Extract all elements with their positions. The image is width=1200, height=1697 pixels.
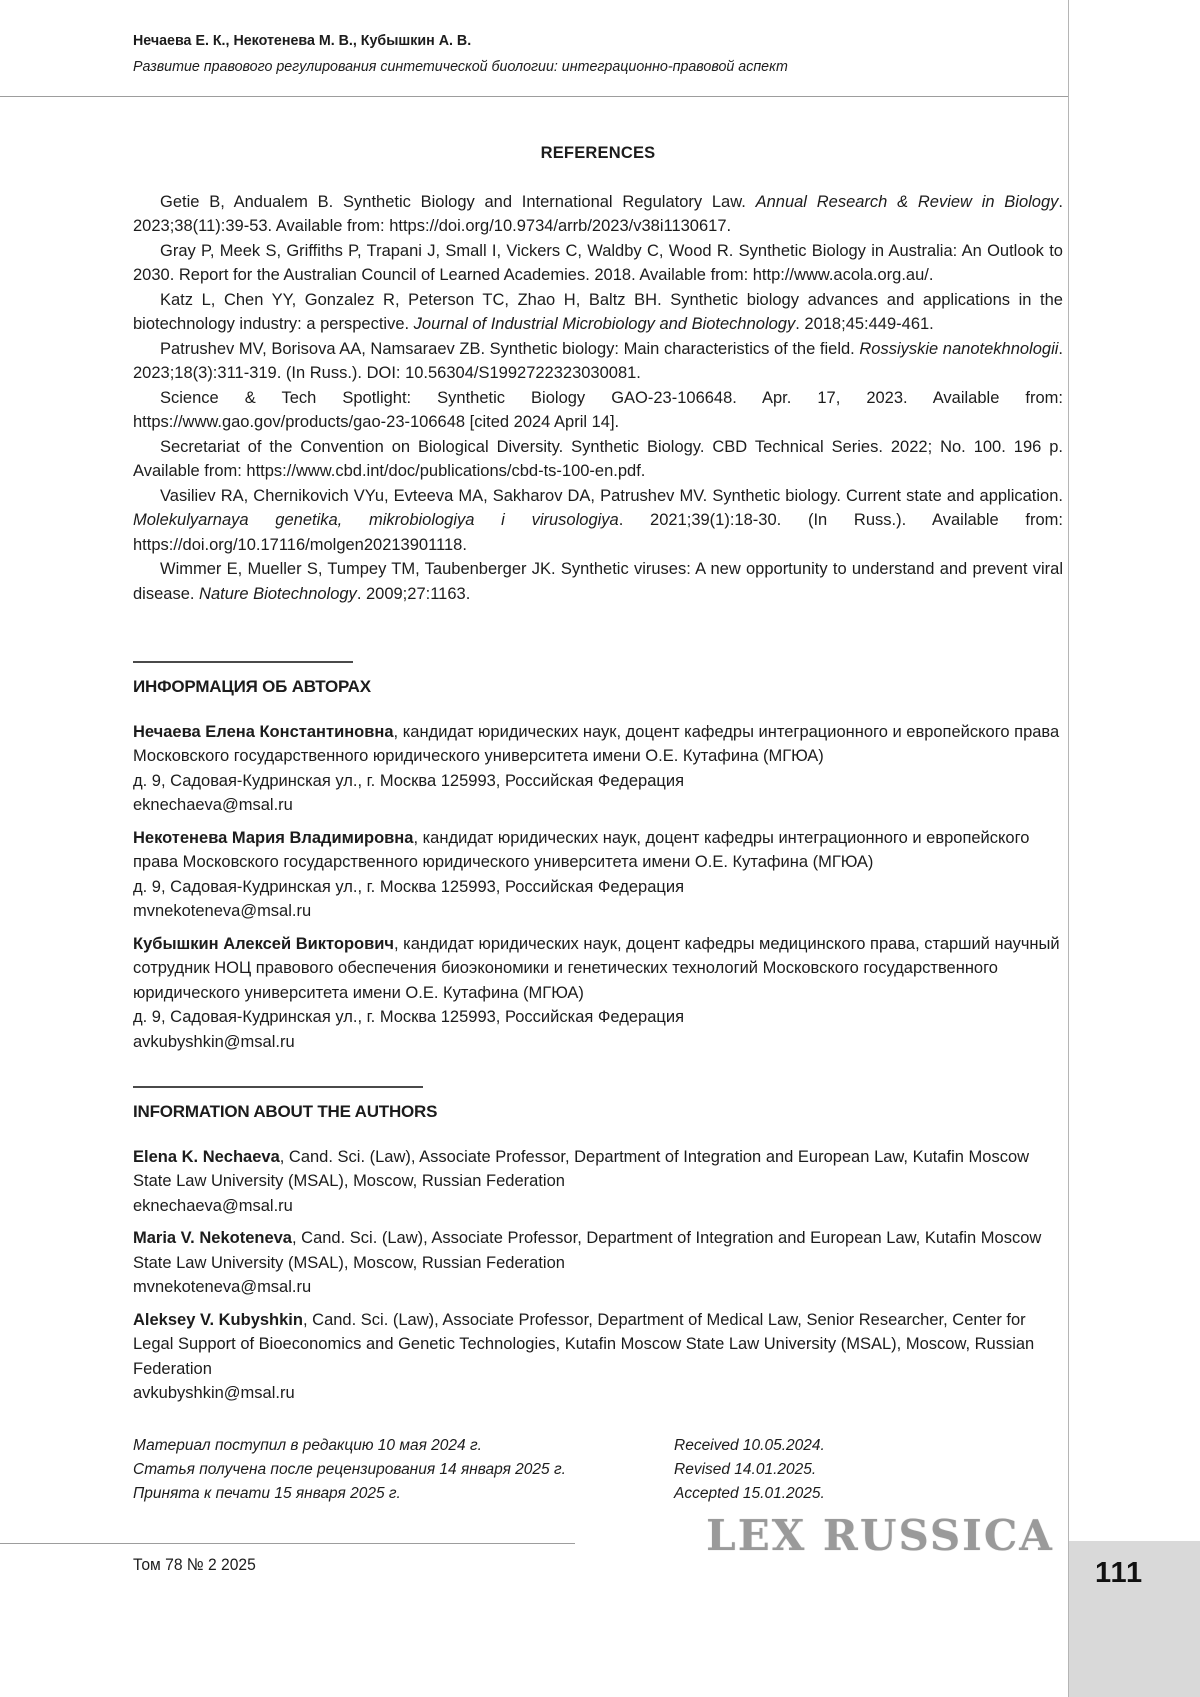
author-desc: , Cand. Sci. (Law), Associate Professor, Department of Integration and European Law, Kutafin Moscow State Law University (MSAL), Moscow, Russian Federation (133, 1147, 1030, 1190)
right-margin-rule (1068, 0, 1069, 1697)
page-number-block (1069, 1541, 1200, 1697)
date-line: Материал поступил в редакцию 10 мая 2024 г. (133, 1437, 482, 1454)
author-block (133, 1226, 1063, 1300)
reference-item: Katz L, Chen YY, Gonzalez R, Peterson TC, Zhao H, Baltz BH. Synthetic biology advances and applications in the biotechnology industry: a perspective. Journal of Industrial Microbiology and Biotechnology. 2018;45:449-461. (133, 290, 1063, 333)
date-line: Accepted 15.01.2025. (674, 1485, 825, 1502)
author-name: Некотенева Мария Владимировна (133, 828, 414, 847)
author-desc: , кандидат юридических наук, доцент кафедры интеграционного и европейского права Московского государственного юридического университета имени О.Е. Кутафина (МГЮА) (133, 722, 1060, 765)
dates-ru (133, 1434, 674, 1506)
author-email: mvnekoteneva@msal.ru (133, 1278, 312, 1296)
reference-item: Getie B, Andualem B. Synthetic Biology and International Regulatory Law. Annual Research & Review in Biology. 2023;38(11):39-53. Available from: https://doi.org/10.9734/arrb/2023/v38i1130617. (133, 192, 1064, 235)
author-address: д. 9, Садовая-Кудринская ул., г. Москва 125993, Российская Федерация (133, 1008, 685, 1026)
running-head (133, 31, 1063, 77)
reference-item: Gray P, Meek S, Griffiths P, Trapani J, Small I, Vickers C, Waldby C, Wood R. Synthetic Biology in Australia: An Outlook to 2030. Report for the Australian Council of Learned Academies. 2018. Available from: http://www.acola.org.au/. (133, 241, 1063, 284)
footer-volume: Том 78 № 2 2025 (133, 1555, 256, 1574)
reference-item: Vasiliev RA, Chernikovich VYu, Evteeva MA, Sakharov DA, Patrushev MV. Synthetic biology. Current state and application. Molekulyarnaya genetika, mikrobiologiya i virusologiya. 2021;39(1):18-30. (In Russ.). Available from: https://doi.org/10.17116/molgen20213901118. (133, 486, 1063, 554)
page-number: 111 (1095, 1557, 1144, 1589)
references-heading: REFERENCES (540, 144, 656, 162)
author-block (133, 932, 1063, 1055)
reference-item: Patrushev MV, Borisova AA, Namsaraev ZB. Synthetic biology: Main characteristics of the field. Rossiyskie nanotekhnologii. 2023;18(3):311-319. (In Russ.). DOI: 10.56304/S1992722323030081. (133, 339, 1064, 382)
authors-ru-section (133, 661, 1063, 1054)
running-head-authors: Нечаева Е. К., Некотенева М. В., Кубышкин А. В. (133, 32, 472, 49)
dates-section (133, 1434, 1063, 1506)
author-block (133, 1145, 1063, 1219)
footer-rule (0, 1543, 575, 1544)
author-desc: , кандидат юридических наук, доцент кафедры медицинского права, старший научный сотрудник НОЦ правового обеспечения биоэкономики и генетических технологий Московского государственного юридического университета имени О.Е. Кутафина (МГЮА) (133, 934, 1060, 1002)
section-rule (133, 1086, 423, 1088)
author-address: д. 9, Садовая-Кудринская ул., г. Москва 125993, Российская Федерация (133, 771, 685, 790)
header-rule (0, 96, 1068, 97)
author-block (133, 826, 1063, 924)
section-rule (133, 661, 353, 663)
author-email: avkubyshkin@msal.ru (133, 1384, 295, 1402)
dates-en (674, 1434, 1063, 1506)
author-block (133, 720, 1063, 818)
running-head-title: Развитие правового регулирования синтетической биологии: интеграционно-правовой аспект (133, 58, 788, 75)
authors-en-section (133, 1086, 1063, 1406)
date-line: Received 10.05.2024. (674, 1437, 825, 1454)
authors-en-heading: INFORMATION ABOUT THE AUTHORS (133, 1102, 438, 1121)
authors-ru-heading: ИНФОРМАЦИЯ ОБ АВТОРАХ (133, 677, 371, 696)
reference-item: Secretariat of the Convention on Biological Diversity. Synthetic Biology. CBD Technical Series. 2022; No. 100. 196 p. Available from: https://www.cbd.int/doc/publications/cbd-ts-100-en.pdf. (133, 437, 1063, 480)
author-email: mvnekoteneva@msal.ru (133, 902, 312, 920)
author-desc: , Cand. Sci. (Law), Associate Professor, Department of Medical Law, Senior Researcher, Center for Legal Support of Bioeconomics and Genetic Technologies, Kutafin Moscow State Law University (MSAL), Moscow, Russian Federation (133, 1310, 1035, 1378)
reference-item: Science & Tech Spotlight: Synthetic Biology GAO-23-106648. Apr. 17, 2023. Available from: https://www.gao.gov/products/gao-23-106648 [cited 2024 April 14]. (133, 388, 1063, 431)
author-address: д. 9, Садовая-Кудринская ул., г. Москва 125993, Российская Федерация (133, 877, 685, 896)
author-desc: , кандидат юридических наук, доцент кафедры интеграционного и европейского права Московского государственного юридического университета имени О.Е. Кутафина (МГЮА) (133, 828, 1030, 871)
date-line: Статья получена после рецензирования 14 января 2025 г. (133, 1461, 566, 1478)
author-block (133, 1308, 1063, 1406)
author-name: Нечаева Елена Константиновна (133, 722, 394, 741)
author-name: Aleksey V. Kubyshkin (133, 1310, 303, 1329)
journal-logo: LEX RUSSICA (706, 1511, 1054, 1560)
date-line: Принята к печати 15 января 2025 г. (133, 1485, 401, 1502)
date-line: Revised 14.01.2025. (674, 1461, 817, 1478)
reference-item: Wimmer E, Mueller S, Tumpey TM, Taubenberger JK. Synthetic viruses: A new opportunity to understand and prevent viral disease. Nature Biotechnology. 2009;27:1163. (133, 560, 1063, 603)
author-email: eknechaeva@msal.ru (133, 796, 293, 814)
author-desc: , Cand. Sci. (Law), Associate Professor, Department of Integration and European Law, Kutafin Moscow State Law University (MSAL), Moscow, Russian Federation (133, 1229, 1042, 1272)
author-name: Кубышкин Алексей Викторович (133, 934, 394, 953)
references-section (133, 141, 1063, 606)
author-name: Elena K. Nechaeva (133, 1147, 280, 1166)
author-email: eknechaeva@msal.ru (133, 1196, 293, 1215)
author-email: avkubyshkin@msal.ru (133, 1032, 295, 1051)
author-name: Maria V. Nekoteneva (133, 1229, 292, 1247)
